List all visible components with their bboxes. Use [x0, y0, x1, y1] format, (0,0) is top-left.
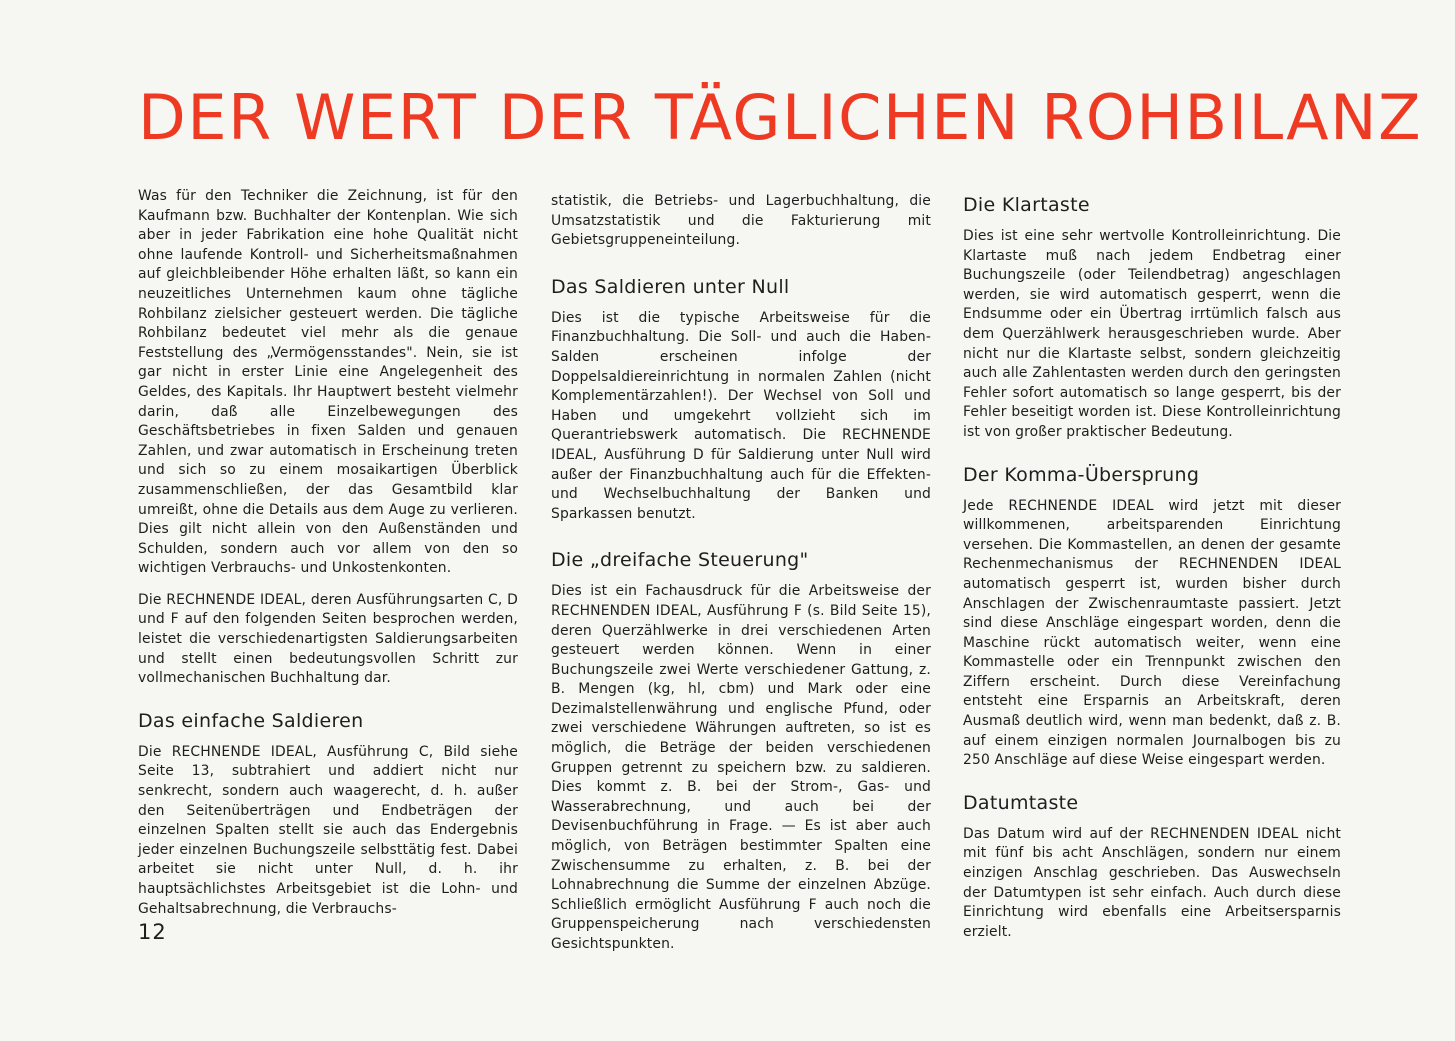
section-heading-datumtaste: Datumtaste [963, 791, 1079, 814]
section-heading-komma-uebersprung: Der Komma-Übersprung [963, 463, 1200, 486]
intro-paragraph: Was für den Techniker die Zeichnung, ist für den Kaufmann bzw. Buchhalter der Kontenplan. Wie sich aber in jeder Fabrikation eine hohe Qualität nicht ohne laufende Kontroll- und Sicherheitsmaßnahmen auf gleichbleibender Höhe erhalten läßt, so kann ein neuzeitliches Unternehmen kaum ohne tägliche Rohbilanz zielsicher gesteuert werden. Die tägliche Rohbilanz bedeutet viel mehr als die genaue Feststellung des „Vermögensstandes". Nein, sie ist gar nicht in erster Linie eine Angelegenheit des Geldes, des Kapitals. Ihr Hauptwert besteht vielmehr darin, daß alle Einzelbewegungen des Geschäftsbetriebes in fixen Salden und genauen Zahlen, und zwar automatisch in Erscheinung treten und sich so zu einem mosaikartigen Überblick zusammenschließen, der das Gesamtbild klar umreißt, ohne die Details aus dem Auge zu verlieren. Dies gilt nicht allein von den Außenständen und Schulden, sondern auch vor allem von den so wichtigen Verbrauchs- und Unkostenkonten. [138, 188, 518, 577]
klartaste-paragraph: Dies ist eine sehr wertvolle Kontrolleinrichtung. Die Klartaste muß nach jedem Endbetrag einer Buchungszeile (oder Teilendbetrag) angeschlagen werden, sie wird automatisch gesperrt, wenn die Endsumme oder ein Übertrag irrtümlich falsch aus dem Querzählwerk herausgeschrieben wurde. Aber nicht nur die Klartaste selbst, sondern gleichzeitig auch alle Zahlentasten werden durch den geringsten Fehler sofort automatisch so lange gesperrt, bis der Fehler beseitigt worden ist. Diese Kontrolleinrichtung ist von großer praktischer Bedeutung. [963, 228, 1341, 440]
einfache-saldieren-paragraph: Die RECHNENDE IDEAL, Ausführung C, Bild siehe Seite 13, subtrahiert und addiert nicht nur senkrecht, sondern auch waagerecht, d. h. außer den Seitenüberträgen und Endbeträgen der einzelnen Spalten stellt sie auch das Endergebnis jeder einzelnen Buchungszeile selbsttätig fest. Dabei arbeitet sie nicht unter Null, d. h. ihr hauptsächlichstes Arbeitsgebiet ist die Lohn- und Gehaltsabrechnung, die Verbrauchs- [138, 743, 518, 917]
datumtaste-paragraph: Das Datum wird auf der RECHNENDEN IDEAL nicht mit fünf bis acht Anschlägen, sondern nur einem einzigen Anschlag geschrieben. Das Auswechseln der Datumtypen ist sehr einfach. Auch durch diese Einrichtung wird ebenfalls eine Arbeitsersparnis erzielt. [963, 825, 1341, 940]
page-title: DER WERT DER TÄGLICHEN ROHBILANZ [138, 81, 1423, 154]
komma-uebersprung-paragraph: Jede RECHNENDE IDEAL wird jetzt mit dieser willkommenen, arbeitsparenden Einrichtung versehen. Die Kommastellen, an denen der gesamte Rechenmechanismus der RECHNENDEN IDEAL automatisch gesperrt ist, wurden bisher durch Anschlagen der Zwischenraumtaste passiert. Jetzt sind diese Anschläge eingespart worden, denn die Maschine rückt automatisch weiter, wenn eine Kommastelle oder ein Trennpunkt zwischen den Ziffern erscheint. Durch diese Vereinfachung entsteht eine Ersparnis an Arbeitskraft, deren Ausmaß deutlich wird, wenn man bedenkt, daß z. B. auf einem einzigen normalen Journalbogen bis zu 250 Anschläge auf diese Weise eingespart werden. [963, 497, 1341, 769]
ideal-paragraph: Die RECHNENDE IDEAL, deren Ausführungsarten C, D und F auf den folgenden Seiten besprochen werden, leistet die verschiedenartigsten Saldierungsarbeiten und stellt einen bedeutungsvollen Schritt zur vollmechanischen Buchhaltung dar. [138, 591, 518, 687]
dreifache-steuerung-paragraph: Dies ist ein Fachausdruck für die Arbeitsweise der RECHNENDEN IDEAL, Ausführung F (s. Bild Seite 15), deren Querzählwerke in drei verschiedenen Arten gesteuert werden können. Wenn in einer Buchungszeile zwei Werte verschiedener Gattung, z. B. Mengen (kg, hl, cbm) und Mark oder eine Dezimalstellenwährung und englische Pfund, oder zwei verschiedene Währungen auftreten, so ist es möglich, die Beträge der beiden verschiedenen Gruppen getrennt zu speichern bzw. zu saldieren. Dies kommt z. B. bei der Strom-, Gas- und Wasserabrechnung, und auch bei der Devisenbuchführung in Frage. — Es ist aber auch möglich, von Beträgen bestimmter Spalten eine Zwischensumme zu erhalten, z. B. bei der Lohnabrechnung die Summe der einzelnen Abzüge. Schließlich ermöglicht Ausführung F auch noch die Gruppenspeicherung nach verschiedensten Gesichtspunkten. [551, 583, 931, 952]
continuation-paragraph: statistik, die Betriebs- und Lagerbuchhaltung, die Umsatzstatistik und die Fakturierung mit Gebietsgruppeneinteilung. [551, 193, 931, 249]
section-heading-saldieren-unter-null: Das Saldieren unter Null [551, 275, 790, 298]
text-column-3 [963, 193, 1341, 954]
section-heading-einfache-saldieren: Das einfache Saldieren [138, 709, 364, 732]
section-heading-klartaste: Die Klartaste [963, 194, 1090, 216]
page-number: 12 [138, 920, 167, 944]
text-column-2 [551, 192, 931, 967]
saldieren-unter-null-paragraph: Dies ist die typische Arbeitsweise für die Finanzbuchhaltung. Die Soll- und auch die Haben-Salden erscheinen infolge der Doppelsaldiereinrichtung in normalen Zahlen (nicht Komplementärzahlen!). Der Wechsel von Soll und Haben und umgekehrt vollzieht sich im Querantriebswerk automatisch. Die RECHNENDE IDEAL, Ausführung D für Saldierung unter Null wird außer der Finanzbuchhaltung auch für die Effekten- und Wechselbuchhaltung der Banken und Sparkassen benutzt. [551, 309, 931, 522]
text-column-1 [138, 187, 518, 931]
section-heading-dreifache-steuerung: Die „dreifache Steuerung" [551, 549, 809, 572]
